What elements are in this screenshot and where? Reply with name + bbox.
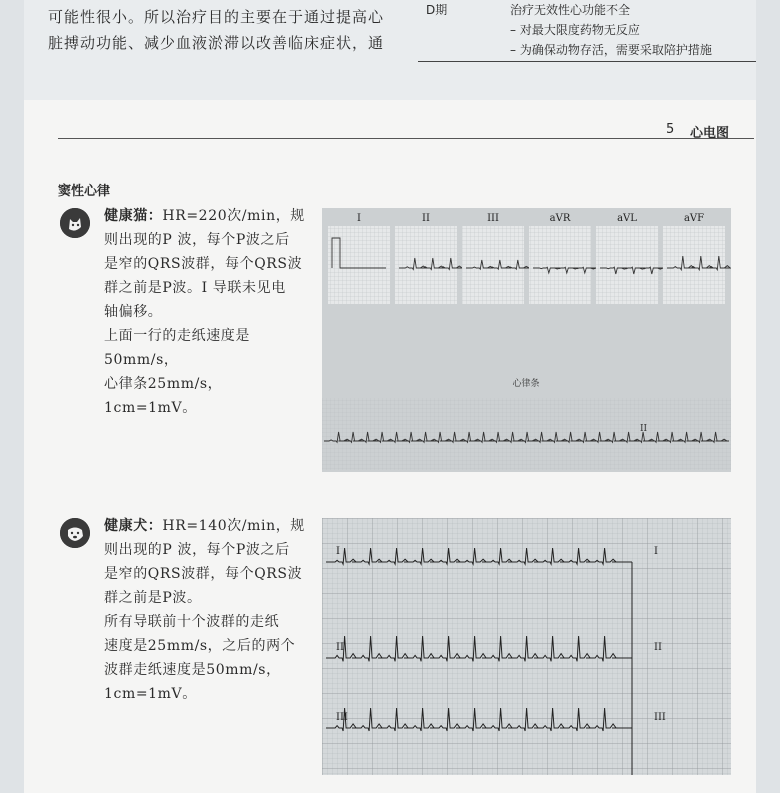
row-lead-label: I <box>336 546 340 557</box>
lead-grid <box>395 226 457 304</box>
previous-page-text <box>48 4 398 56</box>
stage-note: – 为确保动物存活，需要采取陪护措施 <box>510 43 712 57</box>
lead-label: aVF <box>683 213 705 224</box>
lead-grid <box>529 226 591 304</box>
row-lead-label: II <box>654 642 662 653</box>
dog-ecg-figure <box>322 518 731 775</box>
text-line: HR=220次/min，规 <box>162 208 305 224</box>
stage-note: – 对最大限度药物无反应 <box>510 23 640 37</box>
header-rule <box>58 138 754 139</box>
dog-label: 健康犬： <box>104 518 163 534</box>
row-lead-label: I <box>654 546 658 557</box>
text-line: 则出现的P 波，每个P波之后 <box>104 542 290 558</box>
section-title: 窦性心律 <box>58 184 111 199</box>
cat-label: 健康猫： <box>104 208 163 224</box>
text-line: 轴偏移。 <box>104 304 163 320</box>
cat-description <box>104 204 310 420</box>
previous-page-strip <box>24 0 756 100</box>
rhythm-strip-label: 心律条 <box>512 379 540 389</box>
text-line: 群之前是P波。I 导联未见电 <box>104 280 286 296</box>
lead-label: II <box>422 213 430 224</box>
text-line: HR=140次/min，规 <box>162 518 305 534</box>
text-line: 上面一行的走纸速度是50mm/s， <box>104 328 250 368</box>
text-line: 速度是25mm/s，之后的两个 <box>104 638 296 654</box>
previous-text-line: 可能性很小。所以治疗目的主要在于通过提高心 <box>48 8 385 26</box>
row-lead-label: III <box>654 712 666 723</box>
row-lead-label: III <box>336 712 348 723</box>
previous-text-line: 脏搏动功能、减少血液淤滞以改善临床症状，通 <box>48 34 385 52</box>
cat-ecg-figure <box>322 208 731 472</box>
text-line: 1cm=1mV。 <box>104 686 197 702</box>
row-lead-label: II <box>336 642 344 653</box>
cat-silhouette-icon <box>60 208 90 238</box>
text-line: 波群走纸速度是50mm/s， <box>104 662 281 678</box>
lead-label: III <box>487 213 499 224</box>
lead-label: aVR <box>549 213 571 224</box>
dog-silhouette-icon <box>60 518 90 548</box>
table-rule <box>418 61 756 62</box>
text-line: 所有导联前十个波群的走纸 <box>104 614 280 630</box>
book-page <box>24 100 756 793</box>
lead-label: I <box>357 213 361 224</box>
lead-label: aVL <box>617 213 637 224</box>
text-line: 群之前是P波。 <box>104 590 202 606</box>
dog-ecg-panel <box>322 518 731 775</box>
lead-grid <box>596 226 658 304</box>
stage-label: D期 <box>426 3 448 17</box>
rhythm-lead-label: II <box>640 424 648 434</box>
lead-grid <box>663 226 725 304</box>
text-line: 则出现的P 波，每个P波之后 <box>104 232 290 248</box>
text-line: 心律条25mm/s，1cm=1mV。 <box>104 376 223 416</box>
text-line: 是窄的QRS波群，每个QRS波 <box>104 566 303 582</box>
page-number: 5 <box>666 122 675 137</box>
dog-description <box>104 514 310 706</box>
text-line: 是窄的QRS波群，每个QRS波 <box>104 256 303 272</box>
stage-note: 治疗无效性心功能不全 <box>510 3 631 17</box>
chapter-title: 心电图 <box>690 126 730 141</box>
stage-notes <box>510 0 712 60</box>
lead-grid <box>462 226 524 304</box>
cat-ecg-panel <box>322 208 731 472</box>
